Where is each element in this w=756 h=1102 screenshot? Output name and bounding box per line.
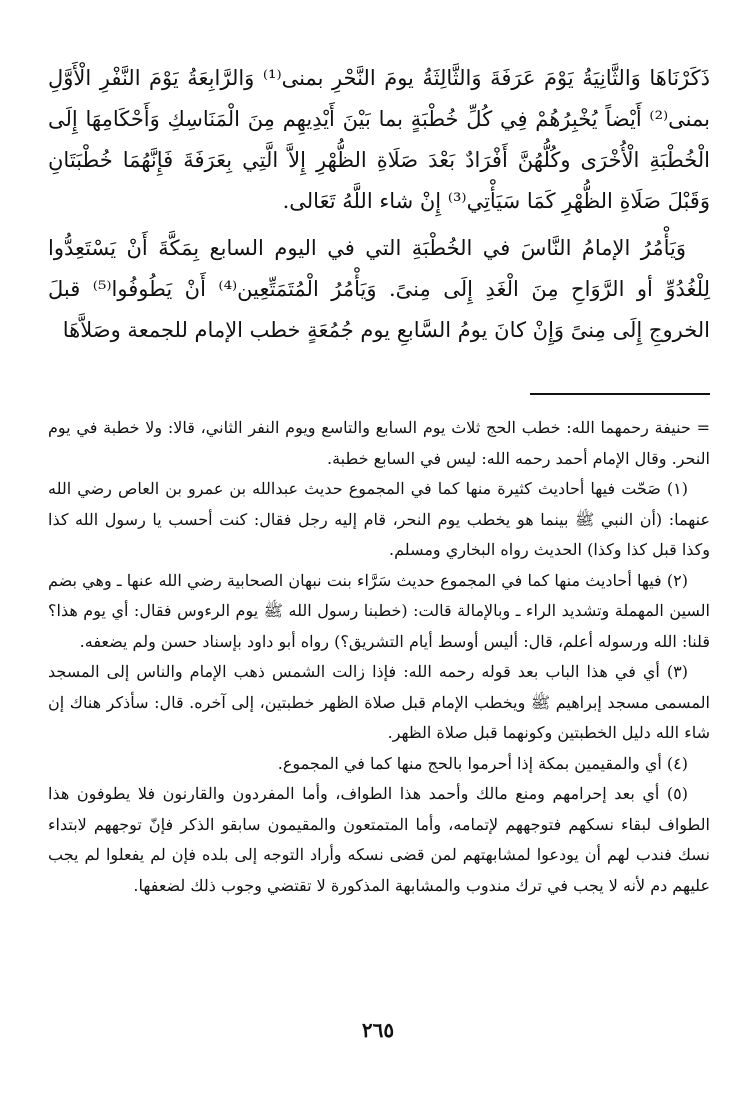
main-text [48, 58, 710, 351]
footnote-separator [530, 393, 710, 395]
page [48, 58, 710, 901]
footnote-3: (٣) أي في هذا الباب بعد قوله رحمه الله: فإذا زالت الشمس ذهب الإمام والناس إلى المسجد المسمى مسجد إبراهيم ﷺ ويخطب الإمام قبل صلاة الظهر خطبتين، إلى آخره. قال: سأذكر هناك إن شاء الله دليل الخطبتين وكونهما قبل صلاة الظهر. [48, 662, 710, 742]
footnote-continuation: = حنيفة رحمهما الله: خطب الحج ثلاث يوم السابع والتاسع ويوم النفر الثاني، قالا: ولا خطبة في يوم النحر. وقال الإمام أحمد رحمه الله: ليس في السابع خطبة. [48, 418, 711, 468]
footnote-4: (٤) أي والمقيمين بمكة إذا أحرموا بالحج منها كما في المجموع. [277, 753, 688, 773]
main-paragraph-2: وَيَأْمُرُ الإمامُ النَّاسَ في الخُطْبَةِ التي في اليوم السابع بِمَكَّةَ أَنْ يَسْتَعِدُّوا لِلْغُدُوِّ أو الرَّوَاحِ مِنَ الْغَدِ إِلَى مِنىً. وَيَأْمُرُ الْمُتَمَتِّعِين⁽⁴⁾ أَنْ يَطُوفُوا⁽⁵⁾ قبلَ الخروجِ إِلَى مِنىً وَإِنْ كانَ يومُ السَّابعِ يوم جُمُعَةٍ خطب الإمام للجمعة وصَلاَّهَا [48, 236, 710, 342]
footnote-1: (١) صَحّت فيها أحاديث كثيرة منها كما في المجموع حديث عبدالله بن عمرو بن العاص رضي الله عنهما: (أن النبي ﷺ بينما هو يخطب يوم النحر، قام إليه رجل فقال: كنت أحسب يا رسول الله كذا وكذا قبل كذا وكذا) الحديث رواه البخاري ومسلم. [48, 479, 710, 559]
footnote-2: (٢) فيها أحاديث منها كما في المجموع حديث سَرَّاء بنت نبهان الصحابية رضي الله عنها ـ وهي بضم السين المهملة وتشديد الراء ـ وبالإمالة قالت: (خطبنا رسول الله ﷺ يوم الرءوس فقال: أي يوم هذا؟ قلنا: الله ورسوله أعلم، قال: أليس أوسط أيام التشريق؟) رواه أبو داود بإسناد حسن ولم يضعفه. [48, 570, 710, 651]
main-paragraph-1: ذَكَرْنَاهَا وَالثَّانِيَةُ يَوْمَ عَرَفَةَ وَالثَّالِثَةُ يومَ النَّحْرِ بمنى⁽¹⁾ وَالرَّابِعَةُ يَوْمَ النَّفْرِ الْأَوَّلِ بمنى⁽²⁾ أَيْضاً يُخْبِرُهُمْ فِي كُلِّ خُطْبَةٍ بما بَيْنَ أَيْدِيهِم مِنَ الْمَنَاسِكِ وَأَحْكَامِهَا إِلَى الْخُطْبَةِ الْأُخْرَى وكُلُّهُنَّ أَفْرَادٌ بَعْدَ صَلَاةِ الظُّهْرِ إِلاَّ الَّتِي بِعَرَفَةَ فَإِنَّهُمَا خُطْبَتَانِ وَقَبْلَ صَلَاةِ الظُّهْرِ كَمَا سَيَأْتِي⁽³⁾ إِنْ شاء اللَّهُ تَعَالى. [48, 66, 710, 213]
footnotes [48, 413, 710, 901]
page-number: ٢٦٥ [361, 1018, 395, 1042]
footnote-5: (٥) أي بعد إحرامهم ومنع مالك وأحمد هذا الطواف، وأما المفردون والقارنون فلا يطوفون هذا الطواف لبقاء نسكهم فتوجههم لإتمامه، وأما المتمتعون والمقيمون سابقو الذكر فإنّ توجههم لابتداء نسك فندب لهم أن يودعوا لمشابهتهم لمن قضى نسكه وأراد التوجه إلى بلده فإن لم يفعلوا لم يجب عليهم دم لأنه لا يجب في ترك مندوب والمشابهة المذكورة لا تقتضي وجوب ذلك لضعفها. [48, 784, 711, 895]
